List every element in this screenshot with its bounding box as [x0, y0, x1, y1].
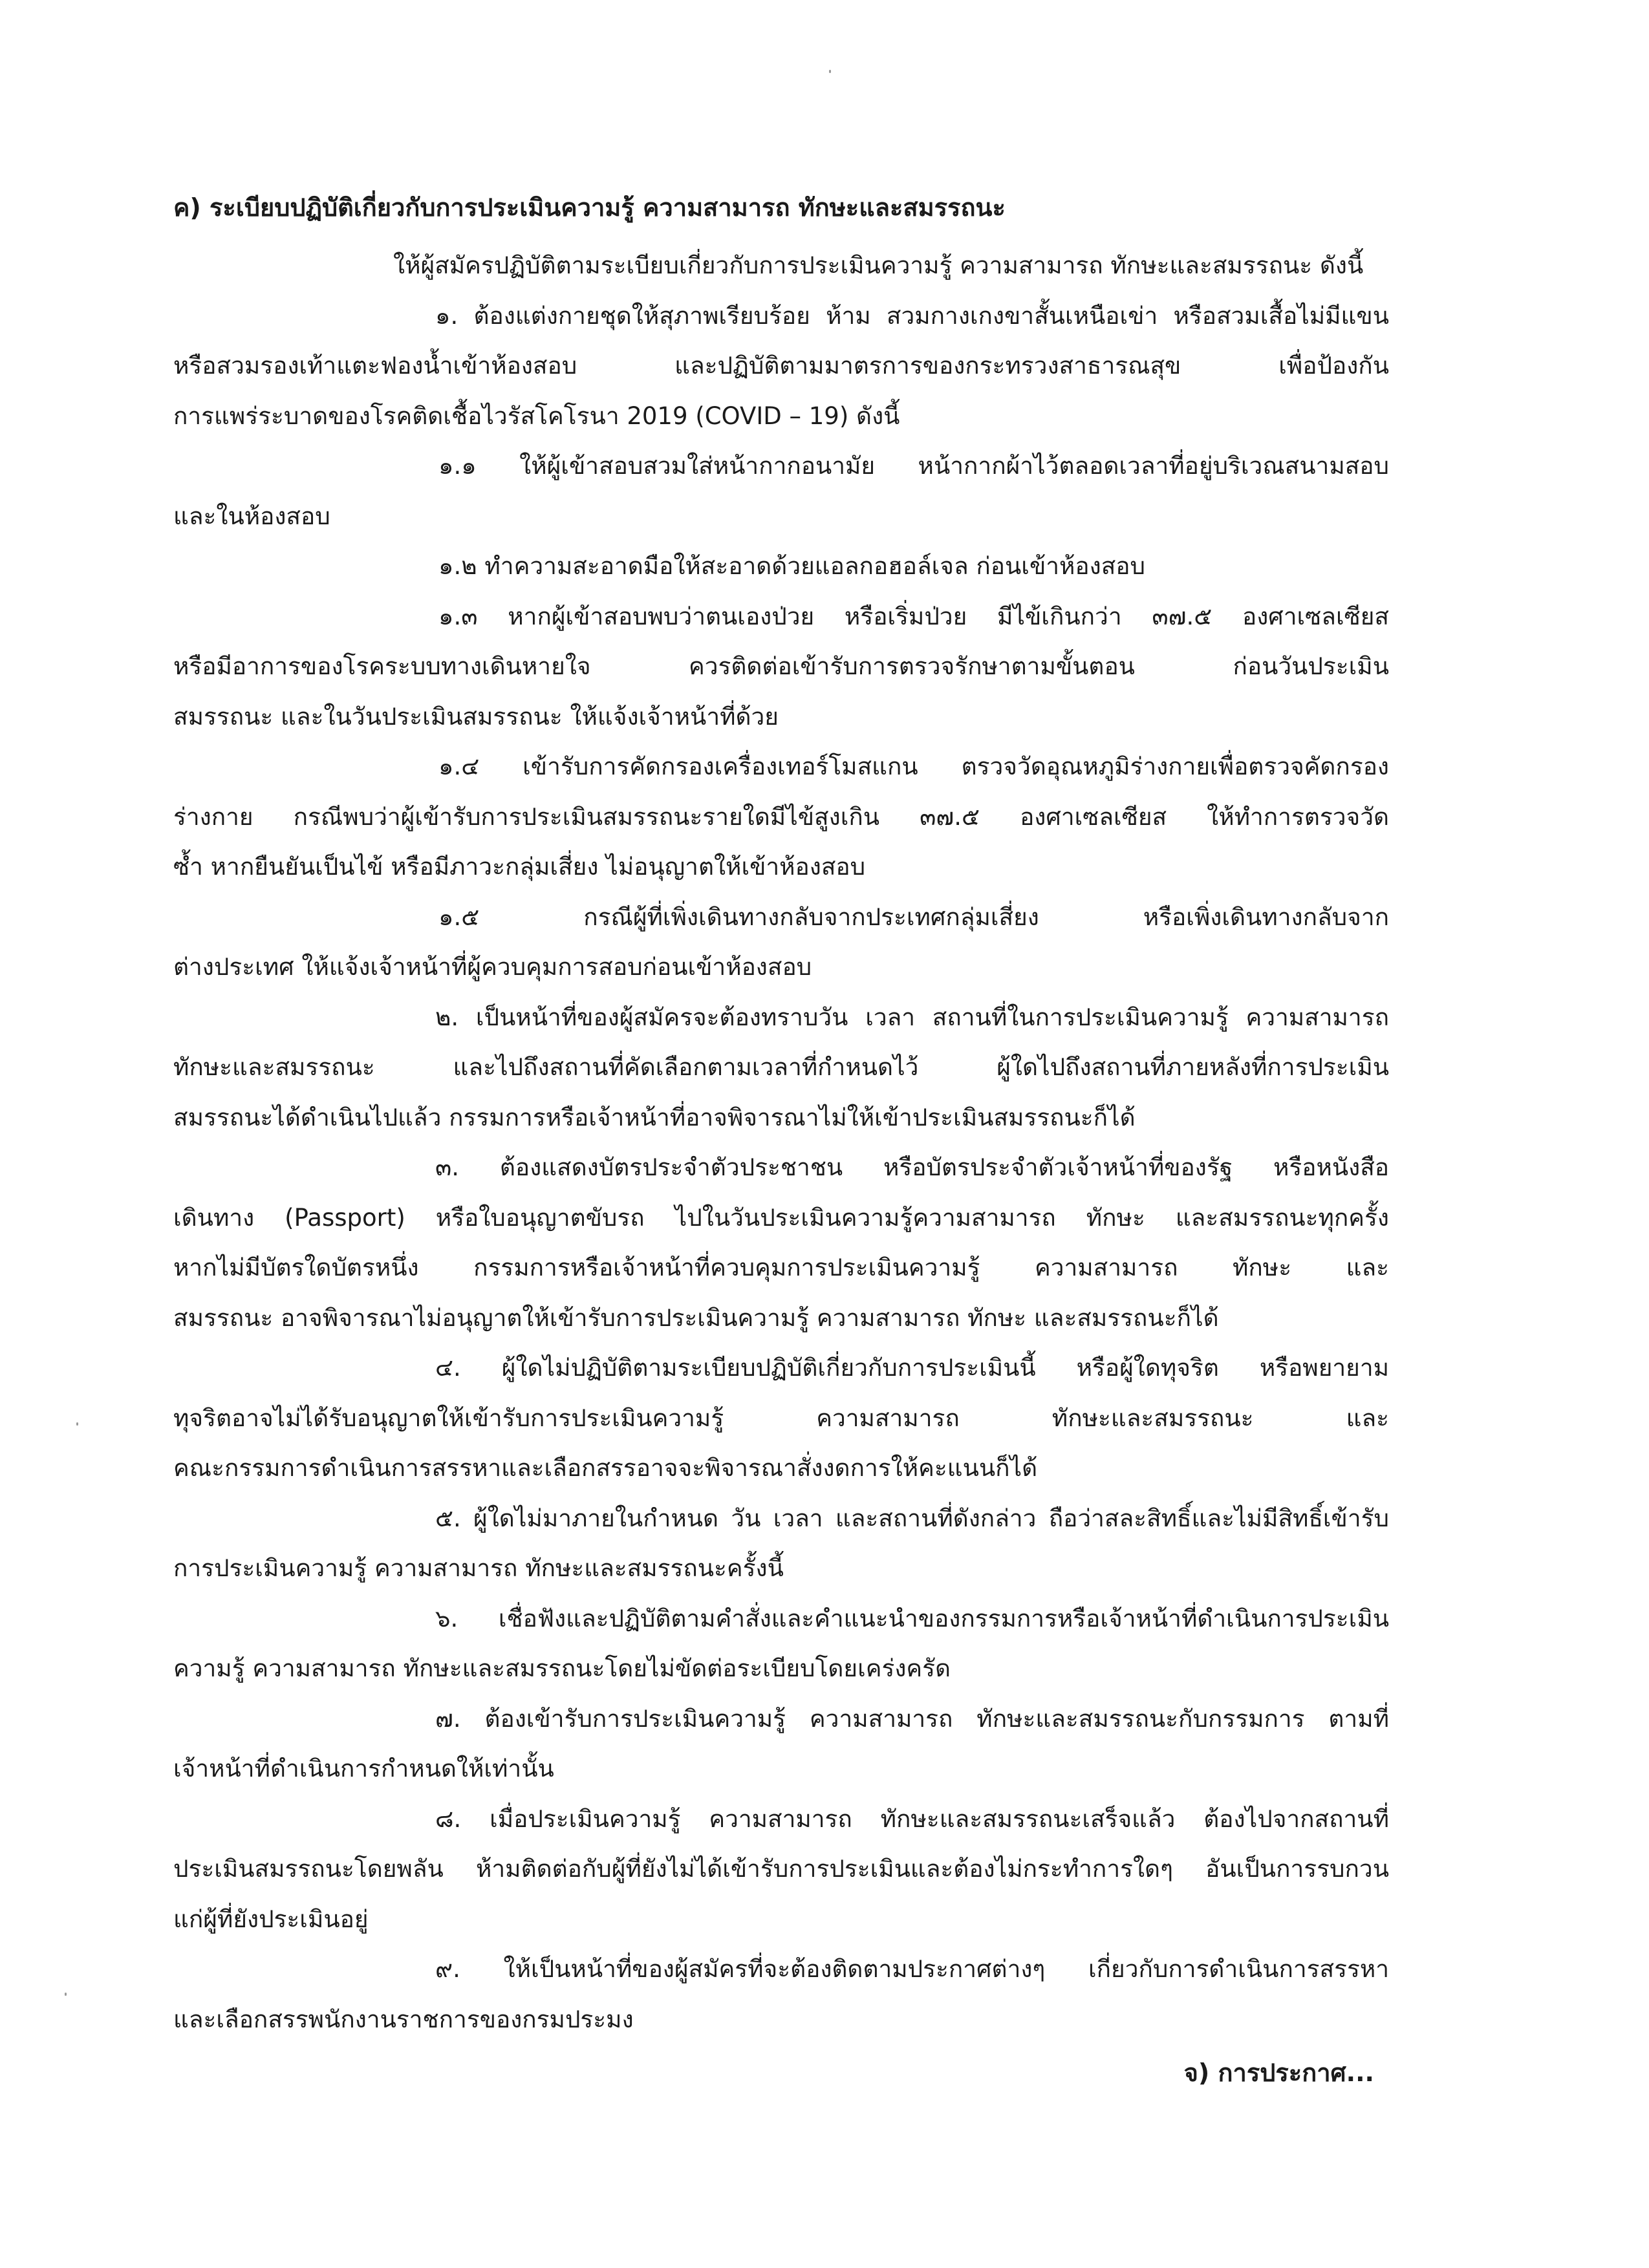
item-4 [173, 1343, 1389, 1493]
paragraph-line: ซ้ำ หากยืนยันเป็นไข้ หรือมีภาวะกลุ่มเสี่ยง ไม่อนุญาตให้เข้าห้องสอบ [173, 853, 866, 881]
intro-paragraph [173, 241, 1389, 291]
paragraph-line: ร่างกาย กรณีพบว่าผู้เข้ารับการประเมินสมรรถนะรายใดมีไข้สูงเกิน ๓๗.๕ องศาเซลเซียส ให้ทำการตรวจวัด [173, 802, 1389, 831]
paragraph-line: ๒. เป็นหน้าที่ของผู้สมัครจะต้องทราบวัน เวลา สถานที่ในการประเมินความรู้ ความสามารถ [435, 1003, 1389, 1031]
item-2 [173, 992, 1389, 1143]
paragraph-line: ๑.๓ หากผู้เข้าสอบพบว่าตนเองป่วย หรือเริ่มป่วย มีไข้เกินกว่า ๓๗.๕ องศาเซลเซียส [438, 602, 1389, 630]
paragraph-line: แก่ผู้ที่ยังประเมินอยู่ [173, 1905, 369, 1933]
item-1-4 [173, 742, 1389, 892]
paragraph-line: หากไม่มีบัตรใดบัตรหนึ่ง กรรมการหรือเจ้าหน้าที่ควบคุมการประเมินความรู้ ความสามารถ ทักษะ และ [173, 1254, 1389, 1281]
paragraph-line: ต่างประเทศ ให้แจ้งเจ้าหน้าที่ผู้ควบคุมการสอบก่อนเข้าห้องสอบ [173, 953, 812, 981]
paragraph-line: สมรรถนะได้ดำเนินไปแล้ว กรรมการหรือเจ้าหน้าที่อาจพิจารณาไม่ให้เข้าประเมินสมรรถนะก็ได้ [173, 1103, 1136, 1131]
item-1-1 [173, 441, 1389, 541]
paragraph-line: การแพร่ระบาดของโรคติดเชื้อไวรัสโคโรนา 2019 (COVID – 19) ดังนี้ [173, 401, 900, 430]
section-heading: ค) ระเบียบปฏิบัติเกี่ยวกับการประเมินความรู้ ความสามารถ ทักษะและสมรรถนะ [173, 193, 1006, 222]
paragraph-line: ๖. เชื่อฟังและปฏิบัติตามคำสั่งและคำแนะนำของกรรมการหรือเจ้าหน้าที่ดำเนินการประเมิน [435, 1604, 1389, 1632]
paragraph-line: ๘. เมื่อประเมินความรู้ ความสามารถ ทักษะและสมรรถนะเสร็จแล้ว ต้องไปจากสถานที่ [435, 1804, 1389, 1833]
paragraph-line: ทุจริตอาจไม่ได้รับอนุญาตให้เข้ารับการประเมินความรู้ ความสามารถ ทักษะและสมรรถนะ และ [173, 1404, 1389, 1432]
paragraph-line: ๕. ผู้ใดไม่มาภายในกำหนด วัน เวลา และสถานที่ดังกล่าว ถือว่าสละสิทธิ์และไม่มีสิทธิ์เข้ารับ [435, 1504, 1389, 1532]
paragraph-line: ๗. ต้องเข้ารับการประเมินความรู้ ความสามารถ ทักษะและสมรรถนะกับกรรมการ ตามที่ [435, 1704, 1389, 1733]
paragraph-line: ๑.๒ ทำความสะอาดมือให้สะอาดด้วยแอลกอฮอล์เจล ก่อนเข้าห้องสอบ [438, 552, 1145, 580]
document-body [173, 241, 1389, 2044]
item-9 [173, 1944, 1389, 2044]
paragraph-line: หรือสวมรองเท้าแตะฟองน้ำเข้าห้องสอบ และปฏิบัติตามมาตรการของกระทรวงสาธารณสุข เพื่อป้องกัน [173, 352, 1389, 380]
paragraph-line: ทักษะและสมรรถนะ และไปถึงสถานที่คัดเลือกตามเวลาที่กำหนดไว้ ผู้ใดไปถึงสถานที่ภายหลังที่การประเมิน [173, 1053, 1389, 1081]
paragraph-line: หรือมีอาการของโรคระบบทางเดินหายใจ ควรติดต่อเข้ารับการตรวจรักษาตามขั้นตอน ก่อนวันประเมิน [173, 652, 1389, 680]
item-5 [173, 1493, 1389, 1594]
paragraph-line: และในห้องสอบ [173, 502, 330, 530]
intro-line: ให้ผู้สมัครปฏิบัติตามระเบียบเกี่ยวกับการประเมินความรู้ ความสามารถ ทักษะและสมรรถนะ ดังนี้ [393, 251, 1364, 279]
paragraph-line: ๙. ให้เป็นหน้าที่ของผู้สมัครที่จะต้องติดตามประกาศต่างๆ เกี่ยวกับการดำเนินการสรรหา [435, 1955, 1389, 1983]
paragraph-line: ความรู้ ความสามารถ ทักษะและสมรรถนะโดยไม่ขัดต่อระเบียบโดยเคร่งครัด [173, 1654, 951, 1682]
item-3 [173, 1142, 1389, 1343]
item-1 [173, 291, 1389, 442]
paragraph-line: สมรรถนะ และในวันประเมินสมรรถนะ ให้แจ้งเจ้าหน้าที่ด้วย [173, 702, 779, 731]
paragraph-line: ๔. ผู้ใดไม่ปฏิบัติตามระเบียบปฏิบัติเกี่ยวกับการประเมินนี้ หรือผู้ใดทุจริต หรือพยายาม [435, 1354, 1389, 1382]
paragraph-line: และเลือกสรรพนักงานราชการของกรมประมง [173, 2005, 634, 2033]
paragraph-line: สมรรถนะ อาจพิจารณาไม่อนุญาตให้เข้ารับการประเมินความรู้ ความสามารถ ทักษะ และสมรรถนะก็ได้ [173, 1303, 1219, 1332]
scan-speck [829, 70, 831, 73]
item-1-2 [173, 541, 1389, 592]
paragraph-line: ๑.๔ เข้ารับการคัดกรองเครื่องเทอร์โมสแกน ตรวจวัดอุณหภูมิร่างกายเพื่อตรวจคัดกรอง [438, 753, 1389, 780]
paragraph-line: การประเมินความรู้ ความสามารถ ทักษะและสมรรถนะครั้งนี้ [173, 1554, 784, 1582]
item-8 [173, 1794, 1389, 1945]
scan-speck [76, 1422, 78, 1426]
paragraph-line: เจ้าหน้าที่ดำเนินการกำหนดให้เท่านั้น [173, 1755, 554, 1782]
item-1-5 [173, 892, 1389, 992]
item-7 [173, 1694, 1389, 1794]
paragraph-line: ประเมินสมรรถนะโดยพลัน ห้ามติดต่อกับผู้ที่ยังไม่ได้เข้ารับการประเมินและต้องไม่กระทำการใดๆ อันเป็นการรบกวน [173, 1855, 1389, 1883]
paragraph-line: คณะกรรมการดำเนินการสรรหาและเลือกสรรอาจจะพิจารณาสั่งงดการให้คะแนนก็ได้ [173, 1454, 1038, 1482]
paragraph-line: ๑.๑ ให้ผู้เข้าสอบสวมใส่หน้ากากอนามัย หน้ากากผ้าไว้ตลอดเวลาที่อยู่บริเวณสนามสอบ [438, 452, 1389, 480]
paragraph-line: เดินทาง (Passport) หรือใบอนุญาตขับรถ ไปในวันประเมินความรู้ความสามารถ ทักษะ และสมรรถนะทุกครั้ง [173, 1203, 1389, 1232]
continuation-footer: จ) การประกาศ... [1183, 2059, 1374, 2087]
item-6 [173, 1594, 1389, 1694]
paragraph-line: ๓. ต้องแสดงบัตรประจำตัวประชาชน หรือบัตรประจำตัวเจ้าหน้าที่ของรัฐ หรือหนังสือ [435, 1153, 1389, 1181]
scan-speck [65, 1993, 67, 1996]
paragraph-line: ๑.๕ กรณีผู้ที่เพิ่งเดินทางกลับจากประเทศกลุ่มเสี่ยง หรือเพิ่งเดินทางกลับจาก [438, 903, 1389, 931]
item-1-3 [173, 592, 1389, 742]
paragraph-line: ๑. ต้องแต่งกายชุดให้สุภาพเรียบร้อย ห้าม สวมกางเกงขาสั้นเหนือเข่า หรือสวมเสื้อไม่มีแขน [435, 301, 1389, 330]
